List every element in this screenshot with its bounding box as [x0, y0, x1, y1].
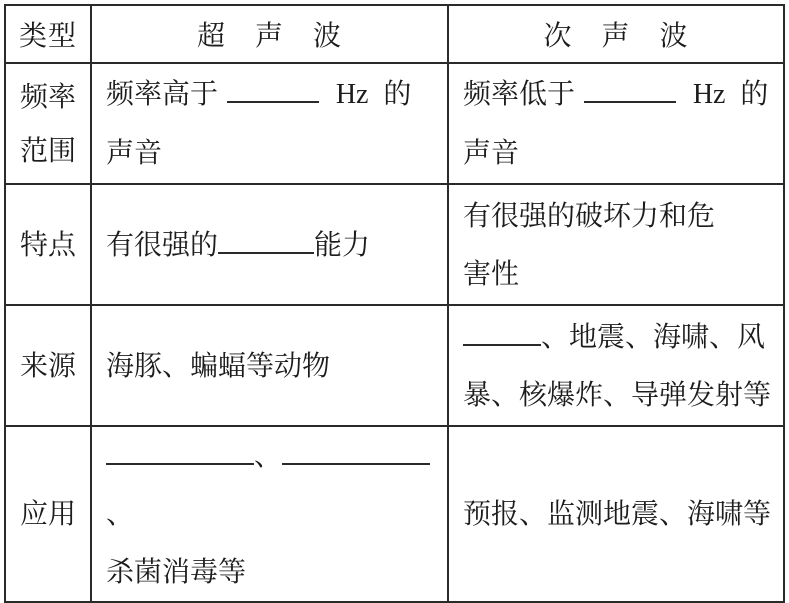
ultrasound-applications-line-1 [106, 427, 437, 543]
header-row [5, 5, 784, 63]
infrasound-applications-cell: 预报、监测地震、海啸等 [448, 426, 784, 602]
row-applications [5, 426, 784, 602]
fill-blank-ultrasound-frequency[interactable] [227, 75, 319, 103]
ultrasound-characteristics-suffix: 能力 [314, 227, 371, 261]
header-infrasound: 次 声 波 [448, 5, 784, 63]
ultrasound-frequency-cell [91, 63, 448, 184]
fill-blank-ultrasound-application-2[interactable] [282, 437, 430, 465]
infrasound-sources-line-1-text: 、地震、海啸、风 [541, 319, 766, 353]
infrasound-sources-line-1 [463, 308, 773, 366]
infrasound-frequency-cell [448, 63, 784, 184]
row-label-characteristics: 特点 [5, 184, 91, 305]
ultrasound-frequency-line-1 [106, 65, 437, 124]
ultrasound-frequency-prefix: 频率高于 [106, 77, 219, 110]
ultrasound-frequency-unit: Hz [335, 79, 369, 110]
ultrasound-characteristics-cell [91, 184, 448, 305]
ultrasound-sources-cell: 海豚、蝙蝠等动物 [91, 305, 448, 426]
ultrasound-applications-line-2: 杀菌消毒等 [106, 555, 247, 588]
fill-blank-ultrasound-characteristic[interactable] [218, 226, 314, 254]
infrasound-characteristics-line-2: 害性 [463, 256, 520, 290]
ultrasound-applications-cell [91, 426, 448, 602]
infrasound-frequency-line-2: 声音 [463, 136, 520, 169]
row-frequency-range [5, 63, 784, 184]
infrasound-sources-line-2: 暴、核爆炸、导弹发射等 [463, 377, 772, 411]
row-label-line-1: 频率 [19, 79, 76, 113]
ultrasound-frequency-suffix: 的 [383, 77, 412, 110]
fill-blank-infrasound-source[interactable] [463, 318, 541, 346]
infrasound-characteristics-cell [448, 184, 784, 305]
row-label-sources: 来源 [5, 305, 91, 426]
infrasound-characteristics-line-1: 有很强的破坏力和危 [463, 198, 716, 232]
ultrasound-frequency-line-2: 声音 [106, 136, 163, 169]
row-label-applications: 应用 [5, 426, 91, 602]
row-sources [5, 305, 784, 426]
row-characteristics [5, 184, 784, 305]
header-type: 类型 [5, 5, 91, 63]
ultrasound-applications-separator-1: 、 [254, 439, 283, 472]
header-ultrasound: 超 声 波 [91, 5, 448, 63]
infrasound-frequency-line-1 [463, 65, 773, 124]
row-label-line-2: 范围 [19, 133, 76, 167]
fill-blank-ultrasound-application-1[interactable] [106, 437, 254, 465]
row-label-frequency-range [5, 63, 91, 184]
ultrasound-infrasound-table [4, 4, 785, 603]
ultrasound-applications-separator-2: 、 [106, 497, 135, 530]
infrasound-frequency-suffix: 的 [740, 77, 769, 110]
fill-blank-infrasound-frequency[interactable] [584, 75, 676, 103]
infrasound-sources-cell [448, 305, 784, 426]
infrasound-frequency-unit: Hz [692, 79, 726, 110]
infrasound-frequency-prefix: 频率低于 [463, 77, 576, 110]
ultrasound-characteristics-prefix: 有很强的 [106, 227, 219, 261]
